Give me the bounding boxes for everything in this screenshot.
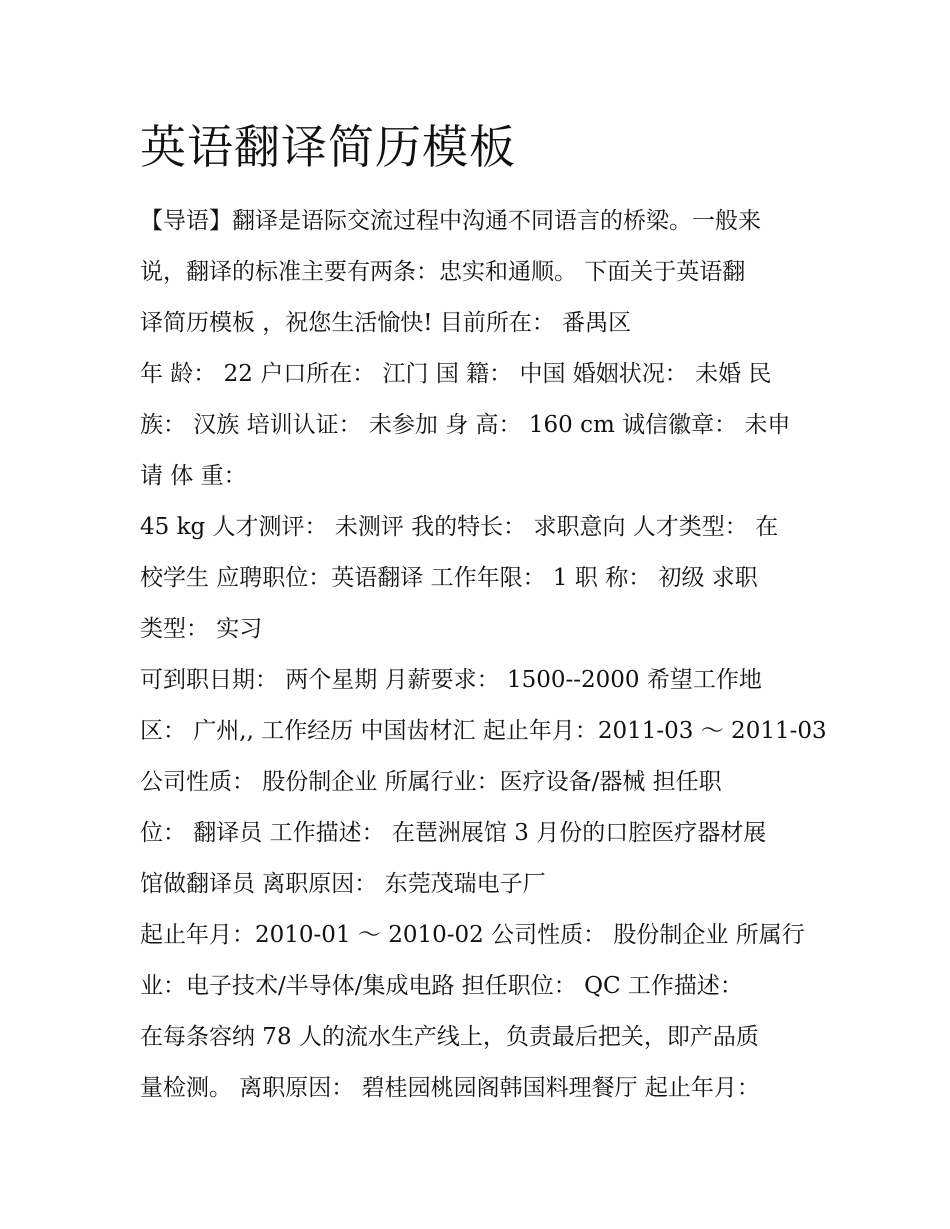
- document-body: [140, 196, 827, 1114]
- body-line: 业：电子技术/半导体/集成电路 担任职位： QC 工作描述：: [140, 973, 743, 999]
- body-line: 【导语】翻译是语际交流过程中沟通不同语言的桥梁。一般来: [140, 208, 761, 234]
- body-line: 族： 汉族 培训认证： 未参加 身 高： 160 cm 诚信徽章： 未申: [140, 412, 791, 438]
- body-line: 量检测。 离职原因： 碧桂园桃园阁韩国料理餐厅 起止年月：: [140, 1075, 760, 1101]
- body-line: 校学生 应聘职位：英语翻译 工作年限： 1 职 称： 初级 求职: [140, 565, 758, 591]
- body-line: 类型： 实习: [140, 616, 263, 642]
- body-line: 45 kg 人才测评： 未测评 我的特长： 求职意向 人才类型： 在: [140, 514, 779, 540]
- body-line: 译简历模板 ，祝您生活愉快! 目前所在： 番禺区: [140, 310, 632, 336]
- body-line: 请 体 重：: [140, 463, 247, 489]
- body-line: 公司性质： 股份制企业 所属行业：医疗设备/器械 担任职: [140, 769, 722, 795]
- body-line: 区： 广州,, 工作经历 中国齿材汇 起止年月：2011-03 ～ 2011-03: [140, 718, 827, 744]
- body-line: 馆做翻译员 离职原因： 东莞茂瑞电子厂: [140, 871, 546, 897]
- body-line: 起止年月：2010-01 ～ 2010-02 公司性质： 股份制企业 所属行: [140, 922, 805, 948]
- body-line: 说，翻译的标准主要有两条：忠实和通顺。 下面关于英语翻: [140, 259, 746, 285]
- body-line: 年 龄： 22 户口所在： 江门 国 籍： 中国 婚姻状况： 未婚 民: [140, 361, 772, 387]
- body-line: 在每条容纳 78 人的流水生产线上，负责最后把关，即产品质: [140, 1024, 759, 1050]
- body-line: 位： 翻译员 工作描述： 在琶洲展馆 3 月份的口腔医疗器材展: [140, 820, 767, 846]
- body-line: 可到职日期： 两个星期 月薪要求： 1500--2000 希望工作地: [140, 667, 762, 693]
- document-title: 英语翻译简历模板: [140, 120, 516, 174]
